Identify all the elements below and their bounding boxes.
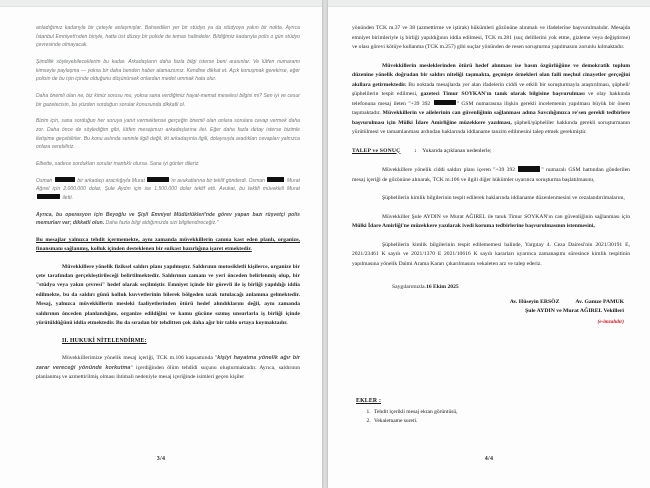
attachments-title: EKLER : <box>356 398 382 404</box>
list-item: 1. Tehdit içerikli mesaj ekran görüntüsü, <box>372 408 457 417</box>
redacted-offer-paragraph <box>36 177 300 203</box>
signature-lawyer-one: Av. Hüseyin ERSÖZ <box>509 298 560 305</box>
press-freedom-tail: şüpheli/şüpheliler hakkında gerekli soruşturmanın yürütülmesi ve tamamlanması ardından haklarında iddianame tanzim edilmesini talep etmek gerekmiştir. <box>352 119 630 135</box>
redacted-text-segment: Osman <box>36 177 54 184</box>
redacted-text-segment: iletti. <box>61 194 74 201</box>
redaction-bar <box>267 177 284 182</box>
page-top-edge <box>0 0 322 7</box>
redaction-bar <box>37 194 60 199</box>
signature-representing: Şule AYDIN ve Murat AĞIREL Vekilleri <box>525 308 624 315</box>
page-number-left: 3/4 <box>156 456 166 462</box>
right-page-content <box>352 24 630 327</box>
attack-analysis-text: Müvekkillere yönelik fiziksel saldırı planı yapılmıştır. Saldırının motosikletli kişilerce, organize bir çete tarafından gerçekleştirileceği belirtilmektedir. Saldırının zamanı ve yeri önceden belirlenmiş olup, bir "stüdyo veya yakın çevresi" hedef olarak seçilmiştir. Emniyet içinde bir görevli ile iş birliği yapıldığı iddia edilmekte, bu da saldırı günü kolluk kuvvetlerinin bilerek bölgeden uzak tutulacağı anlamına gelmektedir. Mesaj, yalnızca müvekkillerin mesleki faaliyetlerinden ötürü hedef alındıklarını değil, aynı zamanda saldırının önceden planlandığını, organize edildiğini ve kamu gücüne sızmış unsurlarla iş birliği içinde yürütüldüğünü iddia etmektedir. Bu da sıradan bir tehditten çok daha ağır bir tablo ortaya koymaktadır. <box>36 263 300 327</box>
final-demand-paragraph <box>352 241 630 270</box>
bribery-warning-tail: Daha fazla bilgi aldığımızda sizi bilgilendireceğiz." <box>105 220 219 227</box>
signature-block <box>352 298 630 328</box>
demand-suffix: " numaralı GSM hattından gönderilen mesaj içeriği de gözönüne alınarak, TCK m.106 ve ilgili diğer hükümler uyarınca soruşturma başlatılmasını, <box>352 167 630 183</box>
talep-ve-sonuc-row <box>352 147 630 157</box>
closing-salutation-row <box>392 283 630 293</box>
protection-demand-paragraph <box>352 213 630 232</box>
legal-classification-paragraph <box>36 354 300 382</box>
quoted-paragraph: Elbette, sadece sordukları sorular mantıklı olursa. Sana iyi günler dileriz. <box>36 160 200 167</box>
quoted-paragraph: Şimdilik söyleyebileceklerim bu kadar. Arkadaşların daha fazla bilgi isterse beni arasınlar. Ve lütfen numaramı kimseyle paylaşma — yoksa bir daha benden haber alamazsınız. Kendine dikkat et. Açık konuşmak gerekirse, eğer polisin de bu işin içinde olduğunu düşünürsek onlardan medet ummak hata olur. <box>36 58 300 83</box>
demand-prefix: Müvekkillere yönelik ciddi saldırı planı içeren "+39 392 <box>382 167 518 173</box>
continuation-paragraph: yönünden TCK m.37 ve 38 (azmettirme ve iştirak) hükümleri gözönüne alınmalı ve ifadelerine başvurulmalıdır. Mesajda emniyet birimleriyle iş birliği yapıldığının iddia edilmesi, TCK m.281 (suç delillerini yok etme, gizleme veya değiştirme) ve olası görevi kötüye kullanma (TCK m.257) gibi suçlar yönünden de resen soruşturma yapılmasını zorunlu kılmaktadır. <box>352 25 630 50</box>
closing-salutation: Saygılarımızla. <box>392 284 427 290</box>
press-freedom-paragraph <box>352 62 630 138</box>
protection-demand-prefix: Müvekkiller Şule AYDIN ve Murat AĞIREL ile tanık Timur SOYKAN'ın can güvenliğinin sağlanması için <box>382 213 630 220</box>
bribery-warning-paragraph <box>36 211 300 228</box>
protection-demand-bold: Mülki İdare Amirliği'ne müzekkere yazılarak ivedi koruma tedbirlerine başvurulmasının istenmesini, <box>352 223 595 229</box>
demand-item-two <box>352 194 630 204</box>
press-freedom-mid: Bu noktada mesajlarda yer alan ifadelerin ciddi ve etkili bir soruşturmayla araştırılması, şüpheli/şüphelilerin tespit edilmesi, <box>352 81 630 97</box>
redaction-bar <box>55 177 75 182</box>
quoted-paragraph: Daha önemli olan ne, biz kimiz sorusu mu, yoksa sana verdiğimiz hayat-memat meselesi bilgisi mi? Sen iyi ve cesur bir gazetecisin, bu yüzden sorduğun sorular konusunda dikkatli ol. <box>36 92 300 108</box>
redacted-text-segment: bir arkadaşı aracılığıyla Murat <box>75 177 147 184</box>
quoted-paragraph: anladığımız kadarıyla bir çeteyle anlaşmışlar. Bahsedilen yer bir stüdyo ya da stüdyoya yakın bir nokta. Ayrıca İstanbul Emniyeti'nden biriyle, hatta üst düzey bir polisle de temas halindeler. Bildiğimiz kadarıyla polis o gün stüdyo çevresinde olmayacak. <box>36 25 300 49</box>
quoted-paragraph: Bizim için, sana sorduğun her soruya yanıt vermektense gerçeğin önemli olan onlara sorulara cevap vermek daha zor. Daha önce de söylediğim gibi, lütfen mesajımızı arkadaşlarına ilet. Eğer daha fazla detay isterse bizimle iletişime geçebilirler. Bu konu aslında seninle ilgili değil, iki arkadaşınla ilgili, dolayısıyla aradıkları cevapları yalnızca onlara verebiliriz. <box>36 118 300 151</box>
witness-bold: gazeteci Timur SOYKAN'ın tanık olarak bilgisine başvurulması <box>420 91 585 97</box>
attachments-list <box>356 408 457 426</box>
signature-lawyer-names <box>352 298 624 308</box>
threat-summary-paragraph: Bu mesajlar yalnızca tehdit içermemekte, aynı zamanda müvekkillerin canına kast eden planlı, organize, finansmanı sağlanmış, kolluk içinden desteklenen bir suikast hazırlığına işaret etmektedir. <box>36 237 300 253</box>
redaction-bar <box>147 177 169 182</box>
attack-analysis-paragraph <box>36 263 300 329</box>
talep-colon: : <box>414 147 417 154</box>
page-number-right: 4/4 <box>484 456 494 462</box>
page-top-edge <box>328 0 650 7</box>
left-page-content <box>36 24 300 391</box>
gsm-suffix: " GSM numarasına ilişkin gerekli incelemenin yapılması büyük bir önem taşımaktadır. <box>352 100 630 116</box>
attachments-section <box>356 398 457 426</box>
final-demand-text: Şüphelilerin kimlik bilgilerinin tespit edilememesi halinde, Yargıtay 4. Ceza Dairesi'nin 2021/30191 E, 2021/23461 K sayılı ve 2021/1370 E 2021/10616 K sayılı kararları uyarınca zamanaşımı süresince kimlik tespitinin yapılmasına yönelik Daimi Arama Kararı çıkarılmasını vekaleten arz ve talep ederiz. <box>352 241 630 267</box>
signature-lawyer-two: Av. Gamze PAMUK <box>575 298 624 305</box>
section-heading-hukuki-nitelendirme: II. HUKUKİ NİTELENDİRME: <box>62 337 147 344</box>
list-item: 2. Vekaletname sureti. <box>372 417 457 426</box>
legal-quote: kişiyi hayatına yönelik ağır bir zarar vereceği yönünde korkutma <box>36 355 300 371</box>
document-page-left[interactable] <box>0 0 322 488</box>
demand-text: Şüphelilerin kimlik bilgilerinin tespit edilerek haklarında iddianame düzenlenmesini ve cezalandırılmalarını, <box>382 195 625 201</box>
redaction-bar <box>518 166 540 171</box>
esignature-note: (e-imzalıdır) <box>597 318 624 325</box>
document-page-right[interactable] <box>328 0 650 488</box>
legal-suffix: " içerdiğinden ölüm tehdidi suçunu oluşturmaktadır. Ayrıca, saldırının planlanmış ve azmettirilmiş olması ihtimali nedeniyle mesaj içeriğinde isimleri geçen kişiler <box>36 364 300 381</box>
bribery-warning-bold: Ayrıca, bu operasyon için Beyoğlu ve Şişli Emniyet Müdürlükleri'nde görev yapan bazı rüşvetçi polis memurları var; dikkatli olun. <box>36 211 300 227</box>
press-freedom-bold-lead: Müvekkillerin mesleklerinden ötürü hedef alınması ise basın özgürlüğüne ve demokratik toplum düzenine yönelik doğrudan bir saldırı niteliği taşımakta, geçmişte örnekleri olan faili meçhul cinayetler gerçeğini akıllara getirmektedir. <box>352 62 630 88</box>
closing-date: 16 Ekim 2025 <box>426 284 459 290</box>
talep-label: TALEP ve SONUÇ <box>352 147 401 154</box>
redaction-bar <box>434 100 456 105</box>
redacted-text-segment: 'ın avukatlarına bir teklif gönderdi. Osman <box>170 177 267 184</box>
legal-prefix: Müvekkillerimize yönelik mesaj içeriği, TCK m.106 kapsamında " <box>62 355 218 362</box>
protection-bold: Müvekkillerin ve ailelerinin can güvenliğinin sağlanması adına Savcılığınızca re'sen gerekli tedbirlere başvurulması için Mülki İdare Amirliğine müzekkere yazılması, <box>352 110 631 126</box>
talep-intro: Yukarıda açıklanan nedenlerle; <box>422 147 492 154</box>
demand-item-one <box>352 166 630 185</box>
redacted-text-segment: Murat Ağırel için 2.000.000 dolar, Şule Aydın için ise 1.500.000 dolar teklif etti. Avukat, bu teklifi müvekkili Murat <box>36 177 300 193</box>
gsm-prefix: ve olay hakkında telefonuna mesaj ileten "+39 392 <box>352 91 630 107</box>
